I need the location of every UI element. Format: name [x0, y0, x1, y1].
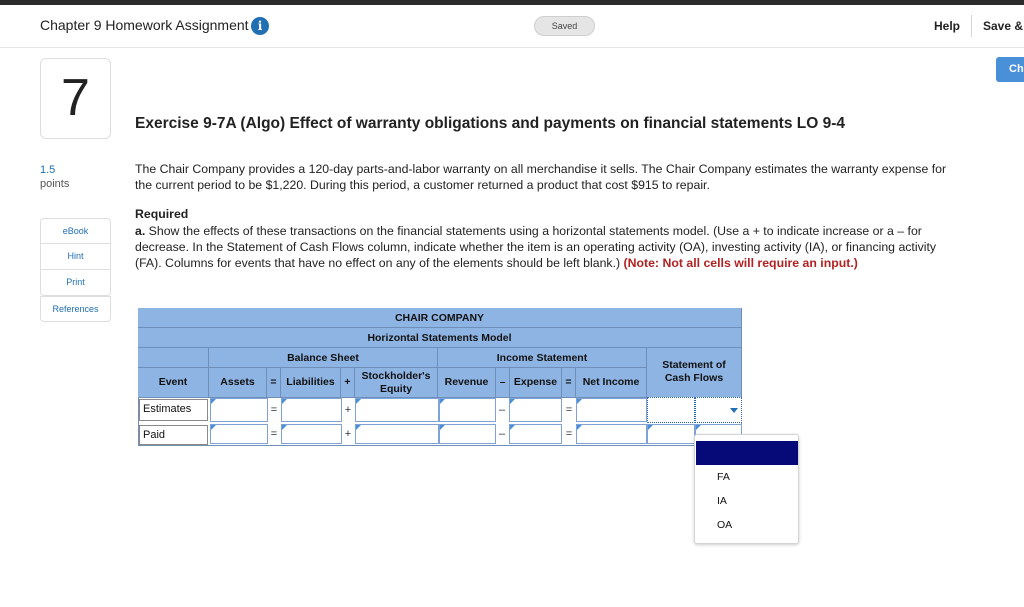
- net-income-input-estimates[interactable]: [576, 398, 647, 422]
- net-income-input-paid[interactable]: [576, 424, 647, 444]
- revenue-column-header: Revenue: [438, 368, 496, 398]
- question-number: 7: [40, 58, 111, 139]
- plus-operator: +: [344, 428, 352, 440]
- header-divider: [971, 15, 972, 37]
- row-event-paid: Paid: [139, 425, 208, 445]
- assignment-title: Chapter 9 Homework Assignment: [40, 17, 249, 33]
- row-event-estimates: Estimates: [139, 399, 208, 421]
- cash-flows-options-list: [694, 434, 799, 544]
- revenue-input-estimates[interactable]: [439, 398, 496, 422]
- required-heading: Required: [135, 207, 189, 221]
- equity-column-header: Stockholder's Equity: [355, 368, 438, 398]
- exercise-title: Exercise 9-7A (Algo) Effect of warranty obligations and payments on financial statements LO 9-4: [135, 115, 846, 132]
- equity-input-estimates[interactable]: [355, 398, 439, 422]
- check-my-work-button[interactable]: Ch: [996, 57, 1024, 82]
- equals-operator-header-2: =: [562, 368, 576, 398]
- cash-flows-dropdown-estimates[interactable]: [695, 397, 742, 423]
- minus-operator: –: [498, 428, 506, 440]
- dropdown-option-blank-selected[interactable]: [696, 441, 798, 465]
- references-link[interactable]: References: [40, 296, 111, 322]
- cash-flows-input-estimates[interactable]: [647, 397, 695, 423]
- part-label: a.: [135, 224, 146, 238]
- dropdown-option-ia[interactable]: IA: [717, 495, 727, 507]
- table-company-title: CHAIR COMPANY: [138, 308, 742, 328]
- liabilities-column-header: Liabilities: [281, 368, 341, 398]
- income-statement-header: Income Statement: [438, 348, 647, 368]
- table-model-title: Horizontal Statements Model: [138, 328, 742, 348]
- points-value: 1.5: [40, 164, 56, 176]
- dropdown-option-oa[interactable]: OA: [717, 519, 733, 531]
- assignment-header: [0, 5, 1024, 48]
- assets-column-header: Assets: [209, 368, 267, 398]
- points-label: points: [40, 178, 70, 190]
- liabilities-input-estimates[interactable]: [281, 398, 342, 422]
- cash-flows-input-paid[interactable]: [647, 424, 695, 444]
- net-income-column-header: Net Income: [576, 368, 647, 398]
- exercise-intro: The Chair Company provides a 120-day parts-and-labor warranty on all merchandise it sells. The Chair Company estimates the warranty expense for the current period to be $1,220. During this period, a customer returned a product that cost $915 to repair.: [135, 162, 947, 192]
- assets-input-paid[interactable]: [210, 424, 268, 444]
- print-link[interactable]: Print: [40, 270, 111, 296]
- event-column-header: Event: [138, 368, 209, 398]
- info-icon[interactable]: i: [251, 17, 269, 35]
- equity-input-paid[interactable]: [355, 424, 439, 444]
- chevron-down-icon: [730, 408, 738, 413]
- plus-operator: +: [344, 404, 352, 416]
- equals-operator: =: [270, 404, 278, 416]
- hint-link[interactable]: Hint: [40, 244, 111, 270]
- liabilities-input-paid[interactable]: [281, 424, 342, 444]
- equals-operator: =: [270, 428, 278, 440]
- equals-operator: =: [565, 428, 573, 440]
- save-exit-button[interactable]: Save &: [983, 19, 1024, 33]
- instructions: [135, 223, 965, 271]
- event-header-spacer: [138, 348, 209, 368]
- minus-operator-header: –: [496, 368, 510, 398]
- horizontal-statements-table: [138, 308, 742, 446]
- help-link[interactable]: Help: [934, 19, 961, 33]
- plus-operator-header: +: [341, 368, 355, 398]
- minus-operator: –: [498, 404, 506, 416]
- instructions-text: Show the effects of these transactions on the financial statements using a horizontal statements model. (Use a + to indicate increase or a – for decrease. In the Statement of Cash Flows column, indicate whether the item is an operating activity (OA), investing activity (IA), or financing activity (FA). Columns for events that have no effect on any of the elements should be left blank.): [135, 224, 937, 270]
- expense-column-header: Expense: [510, 368, 562, 398]
- equals-operator: =: [565, 404, 573, 416]
- saved-status-badge: Saved: [534, 16, 595, 36]
- dropdown-option-fa[interactable]: FA: [717, 471, 730, 483]
- cash-flows-header: Statement of Cash Flows: [647, 348, 742, 398]
- instructions-note: (Note: Not all cells will require an input.): [623, 256, 858, 270]
- ebook-link[interactable]: eBook: [40, 218, 111, 244]
- revenue-input-paid[interactable]: [439, 424, 496, 444]
- expense-input-estimates[interactable]: [509, 398, 562, 422]
- equals-operator-header: =: [267, 368, 281, 398]
- question-tools: [40, 218, 111, 322]
- balance-sheet-header: Balance Sheet: [209, 348, 438, 368]
- expense-input-paid[interactable]: [509, 424, 562, 444]
- assets-input-estimates[interactable]: [210, 398, 268, 422]
